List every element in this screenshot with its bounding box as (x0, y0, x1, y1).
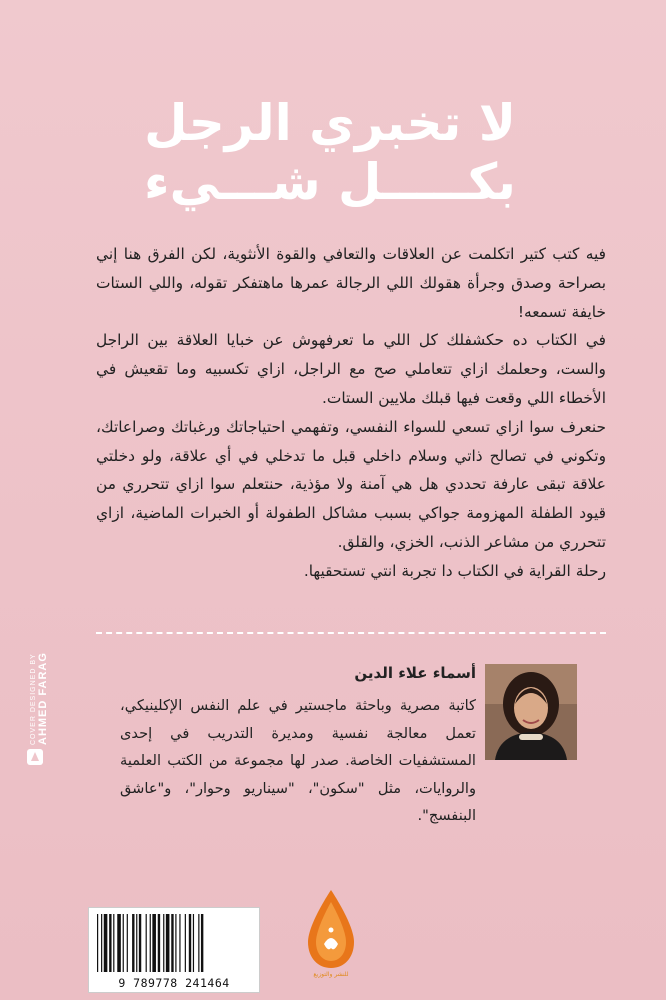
book-title-line-2: بكـــــل شـــيء (144, 153, 516, 211)
barcode-bar (127, 914, 128, 972)
barcode-bar (175, 914, 176, 972)
publisher-tagline: للنشر والتوزيع (313, 971, 349, 978)
publisher-drop-logo-icon (300, 888, 362, 972)
blurb-paragraph-1: فيه كتب كتير اتكلمت عن العلاقات والتعافي والقوة الأنثوية، لكن الفرق هنا إني بصراحة وصدق وجرأة هقولك اللي الرجالة عمرها ماهتفكر تقوله، واللي الستات خايفة تسمعه! (96, 245, 606, 321)
author-name: أسماء علاء الدين (354, 664, 476, 682)
barcode-bar (189, 914, 191, 972)
credit-line-1: COVER DESIGNED BY (30, 653, 37, 745)
barcode-bar (179, 914, 180, 972)
author-photo (485, 664, 577, 760)
blurb-text (96, 240, 606, 586)
barcode-bar (104, 914, 108, 972)
barcode-bar (158, 914, 160, 972)
credit-line-2: AHMED FARAG (37, 652, 49, 745)
barcode-bars (89, 908, 259, 974)
barcode-bar (101, 914, 102, 972)
dashed-divider (96, 632, 606, 634)
barcode-bar (123, 914, 124, 972)
isbn-number: 9 789778 241464 (118, 976, 230, 990)
barcode-bar (193, 914, 194, 972)
barcode-bar (163, 914, 164, 972)
barcode-bar (150, 914, 151, 972)
designer-logo-icon (26, 748, 44, 766)
author-bio: كاتبة مصرية وباحثة ماجستير في علم النفس الإكلينيكي، تعمل معالجة نفسية ومديرة التدريب في إحدى المستشفيات الخاصة. صدر لها مجموعة من الكتب العلمية والروايات، مثل "سكون"، "سيناريو وحوار"، و"عاشق البنفسج". (120, 697, 476, 824)
blurb-paragraph-3: حنعرف سوا ازاي تسعي للسواء النفسي، وتفهمي احتياجاتك ورغباتك وصراعاتك، وتكوني في تصالح ذاتي وسلام داخلي قبل ما تدخلي في أي علاقة، ولو دخلتي علاقة تبقى عارفة تحددي هل هي آمنة ولا مؤذية، حنتعلم سوا ازاي تتحرري من قيود الطفلة المهزومة جواكي بسبب مشاكل الطفولة أو الخبرات الماضية، ازاي تتحرري من مشاعر الذنب، الخزي، والقلق. (96, 417, 606, 551)
barcode-bar (132, 914, 134, 972)
book-title-line-1: لا تخبري الرجل (144, 94, 516, 152)
author-portrait-image (485, 664, 577, 760)
barcode-bar (198, 914, 199, 972)
barcode-bar (109, 914, 111, 972)
isbn-barcode (88, 907, 260, 993)
barcode-bar (171, 914, 173, 972)
barcode-bar (185, 914, 186, 972)
publisher-logo (300, 888, 362, 986)
barcode-bar (136, 914, 137, 972)
barcode-bar (146, 914, 147, 972)
barcode-bar (97, 914, 98, 972)
barcode-bar (201, 914, 203, 972)
barcode-bar (166, 914, 170, 972)
barcode-bar (152, 914, 156, 972)
barcode-bar (113, 914, 114, 972)
blurb-paragraph-2: في الكتاب ده حكشفلك كل اللي ما تعرفهوش عن خبايا العلاقة بين الراجل والست، وحعلمك ازاي تتعاملي صح مع الراجل، ازاي تكسبيه وما تقعيش في الأخطاء اللي وقعت فيها قبلك ملايين الستات. (96, 331, 606, 407)
barcode-bar (117, 914, 121, 972)
blurb-paragraph-4: رحلة القراية في الكتاب دا تجربة انتي تستحقيها. (303, 561, 606, 580)
barcode-bar (139, 914, 141, 972)
